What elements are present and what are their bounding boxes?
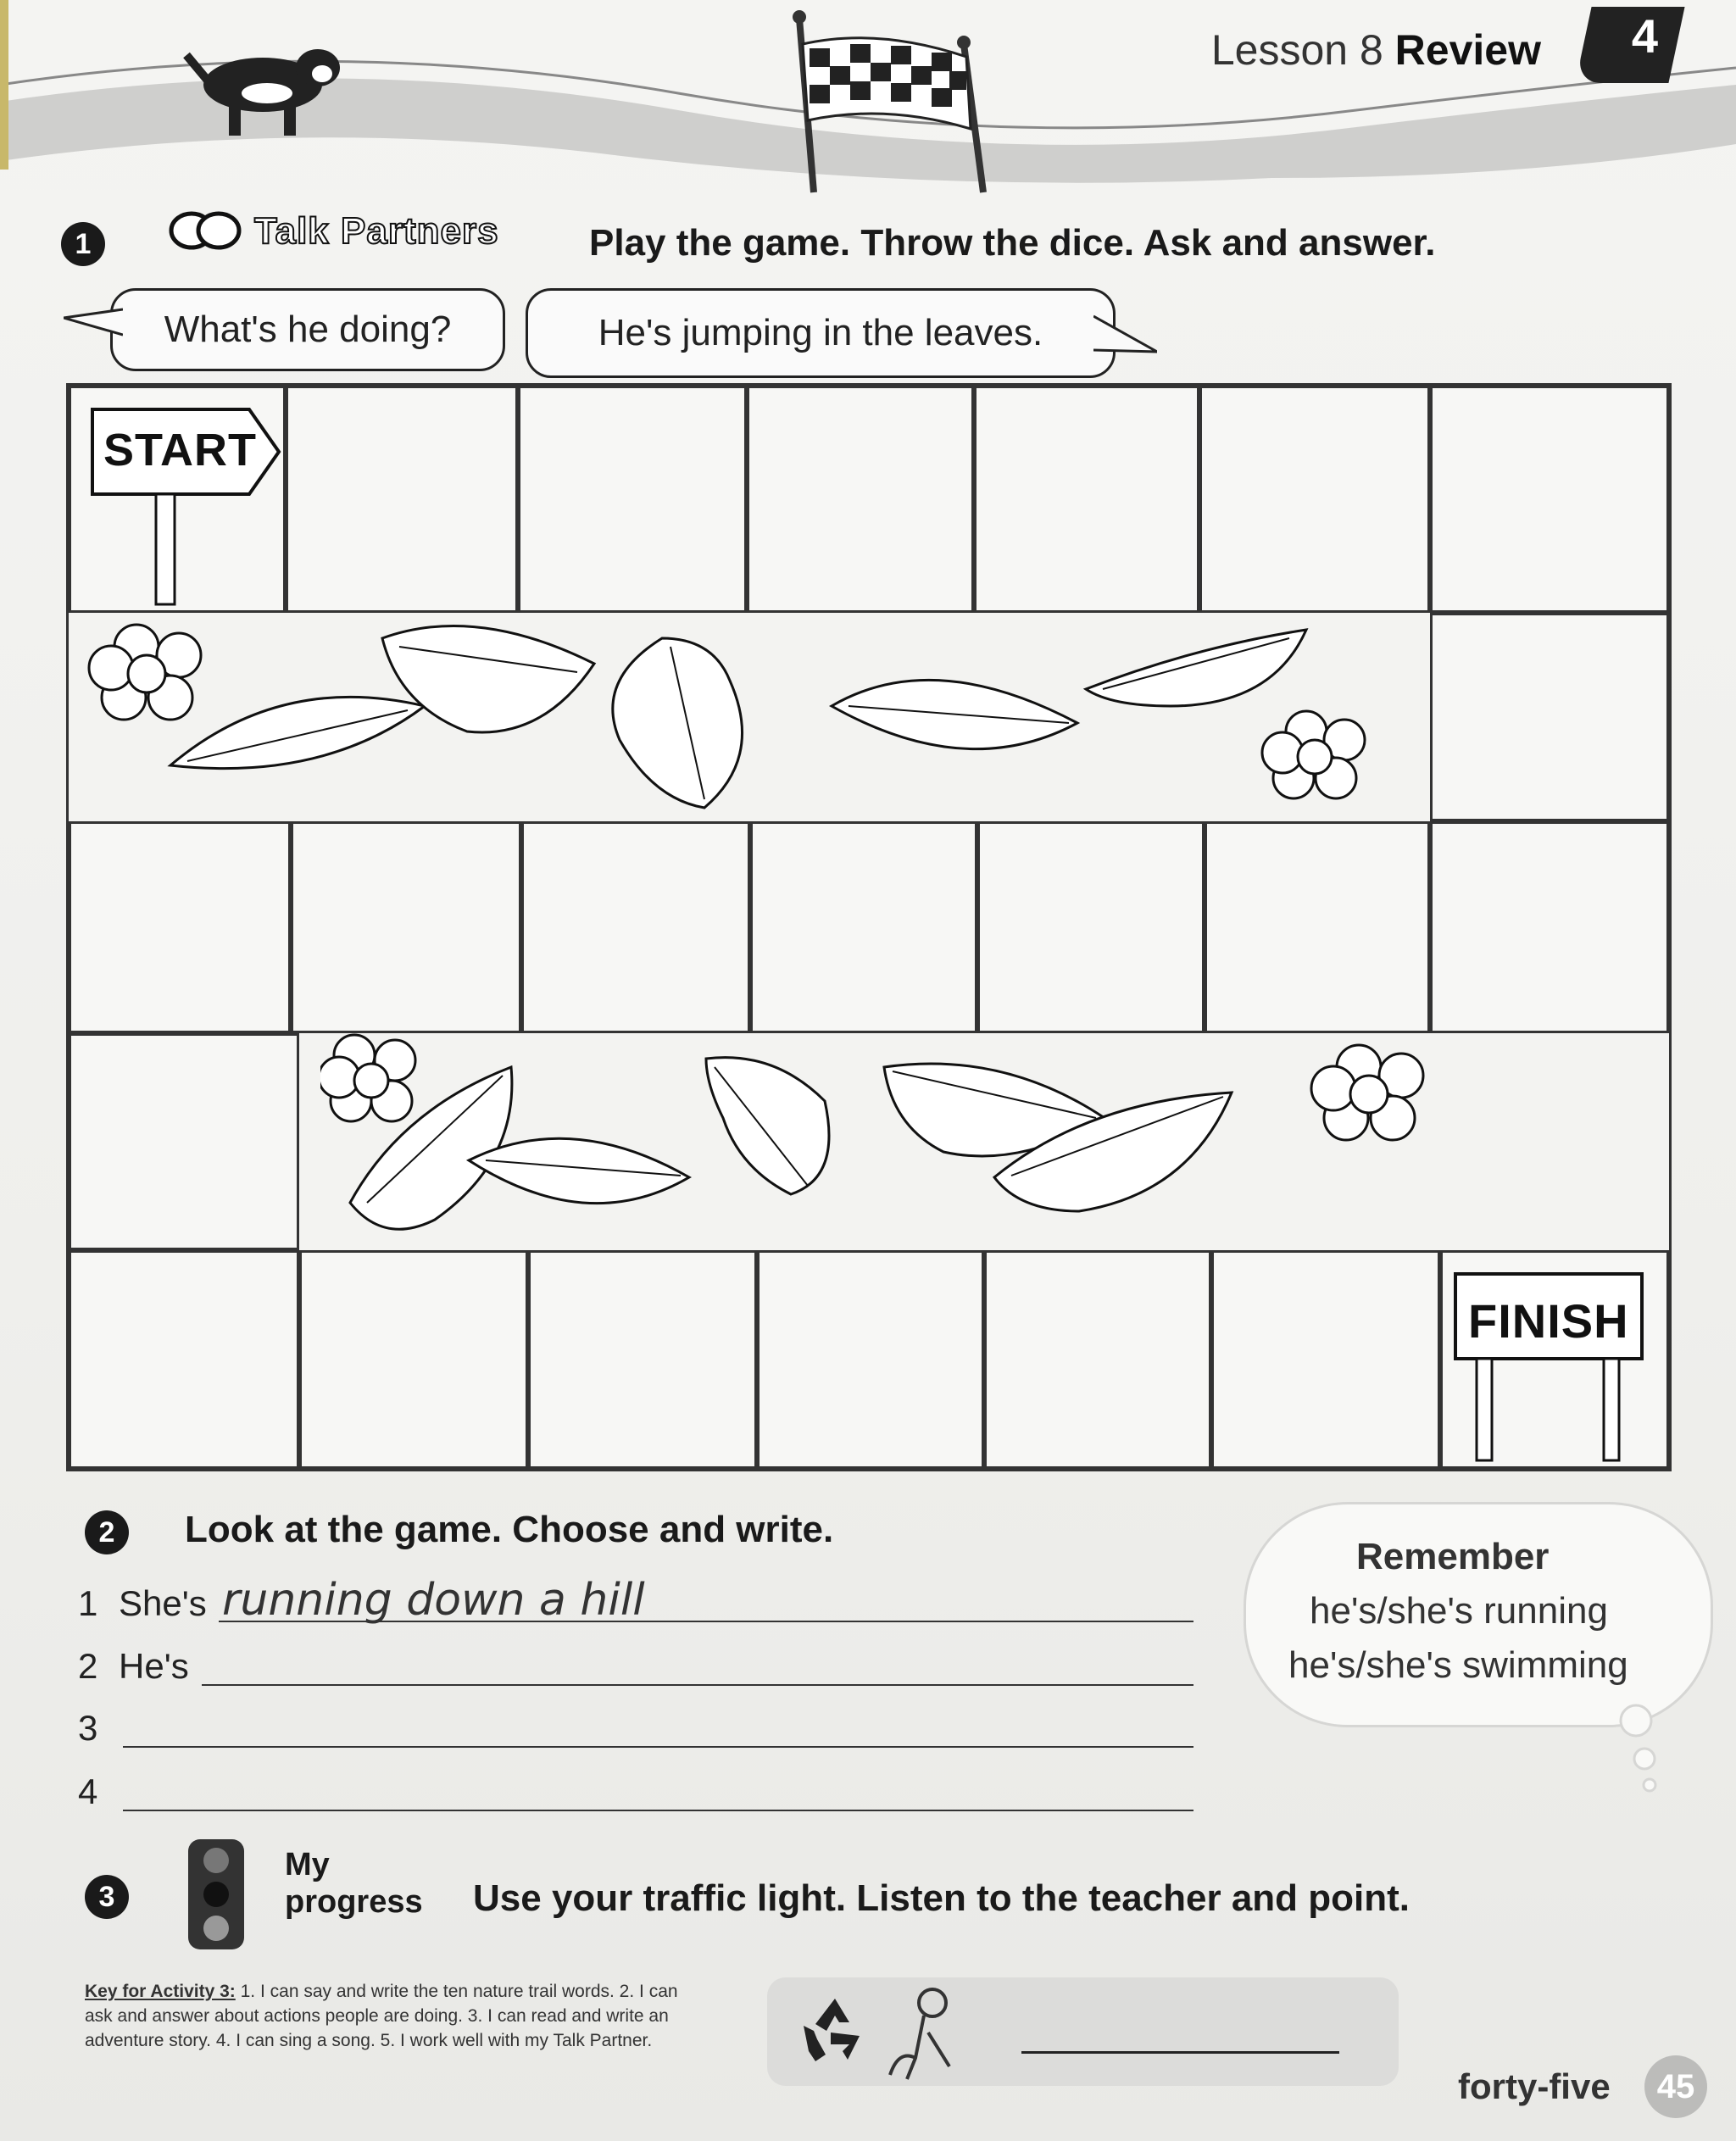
board-square[interactable] xyxy=(1205,821,1430,1033)
finish-label: FINISH xyxy=(1468,1294,1629,1348)
bubble-tail-right xyxy=(1093,309,1157,360)
board-square[interactable] xyxy=(299,1250,528,1469)
activity-3-number: 3 xyxy=(85,1875,129,1919)
item-4-write-line[interactable] xyxy=(123,1808,1194,1811)
board-square[interactable] xyxy=(747,386,974,613)
board-square[interactable] xyxy=(528,1250,757,1469)
start-label: START xyxy=(103,425,257,475)
recycle-icon xyxy=(797,1992,873,2068)
activity-2-number: 2 xyxy=(85,1510,129,1554)
key-text: 1. I can say and write the ten nature trail words. 2. I can ask and answer about actions people are doing. 3. I can read and write an adventure story. 4. I can sing a song. 5. I work well with my Talk Partner. xyxy=(85,1982,678,2050)
board-square[interactable] xyxy=(286,386,518,613)
my-progress-line-2: progress xyxy=(285,1884,423,1920)
my-progress-badge xyxy=(285,1846,423,1921)
thought-bubble-dots xyxy=(1602,1704,1670,1797)
page-number-badge: 45 xyxy=(1644,2055,1707,2118)
autumn-leaves-band-1 xyxy=(69,613,1430,821)
item-3-write-line[interactable] xyxy=(123,1744,1194,1748)
lesson-title xyxy=(1211,25,1541,75)
item-2-write-line[interactable] xyxy=(202,1682,1194,1686)
lesson-title-bold: Review xyxy=(1394,26,1541,74)
talk-partners-badge: Talk Partners xyxy=(254,210,499,252)
board-square[interactable] xyxy=(521,821,750,1033)
board-square[interactable] xyxy=(1430,613,1669,821)
remember-title: Remember xyxy=(1356,1536,1550,1577)
board-square[interactable] xyxy=(69,1250,299,1469)
answer-speech-bubble: He's jumping in the leaves. xyxy=(526,288,1116,378)
item-3-number: 3 xyxy=(78,1708,98,1748)
game-board xyxy=(66,383,1672,1471)
board-square[interactable] xyxy=(518,386,747,613)
checkered-flag-illustration xyxy=(784,10,1004,197)
item-4-number: 4 xyxy=(78,1771,98,1811)
question-speech-bubble: What's he doing? xyxy=(110,288,505,371)
remember-line-1: he's/she's running xyxy=(1310,1590,1608,1632)
item-2-number: 2 xyxy=(78,1646,98,1686)
flower-icon xyxy=(320,1030,431,1132)
traffic-light-icon xyxy=(188,1839,244,1949)
activity-2-instruction: Look at the game. Choose and write. xyxy=(185,1509,834,1550)
item-1-handwritten-answer: running down a hill xyxy=(222,1575,645,1626)
item-1-prefix: She's xyxy=(119,1583,207,1623)
dog-icon xyxy=(882,1982,966,2083)
board-square[interactable] xyxy=(757,1250,984,1469)
flower-icon xyxy=(1311,1045,1423,1140)
autumn-leaves-band-2 xyxy=(299,1033,1430,1250)
finish-square[interactable] xyxy=(1440,1250,1669,1469)
activity-1-instruction: Play the game. Throw the dice. Ask and answer. xyxy=(589,222,1436,264)
start-square[interactable] xyxy=(69,386,286,613)
board-square[interactable] xyxy=(1211,1250,1440,1469)
flower-icon xyxy=(1262,711,1365,798)
remember-line-2: he's/she's swimming xyxy=(1288,1644,1628,1686)
board-square[interactable] xyxy=(977,821,1205,1033)
board-square[interactable] xyxy=(1199,386,1430,613)
board-square[interactable] xyxy=(69,821,291,1033)
key-for-activity-3 xyxy=(85,1979,695,2053)
bubble-tail-left xyxy=(64,301,123,343)
board-square[interactable] xyxy=(984,1250,1211,1469)
board-square[interactable] xyxy=(291,821,521,1033)
board-square[interactable] xyxy=(750,821,977,1033)
speech-bubbles-icon xyxy=(166,207,251,256)
board-square[interactable] xyxy=(1430,821,1669,1033)
dog-illustration xyxy=(182,21,343,144)
item-2-prefix: He's xyxy=(119,1646,189,1686)
unit-badge xyxy=(1575,7,1684,83)
my-progress-line-1: My xyxy=(285,1847,330,1882)
item-1-number: 1 xyxy=(78,1583,98,1623)
footer-write-line[interactable] xyxy=(1021,2051,1339,2054)
activity-1-number: 1 xyxy=(61,222,105,266)
lesson-prefix: Lesson 8 xyxy=(1210,26,1383,74)
flower-icon xyxy=(35,1033,272,1250)
unit-number: 4 xyxy=(1631,9,1658,63)
board-square[interactable] xyxy=(1430,386,1669,613)
activity-3-instruction: Use your traffic light. Listen to the teacher and point. xyxy=(473,1877,1410,1919)
page-number-word: forty-five xyxy=(1458,2066,1611,2106)
key-title: Key for Activity 3: xyxy=(85,1982,236,2001)
flower-icon xyxy=(89,625,201,720)
board-square[interactable] xyxy=(974,386,1199,613)
